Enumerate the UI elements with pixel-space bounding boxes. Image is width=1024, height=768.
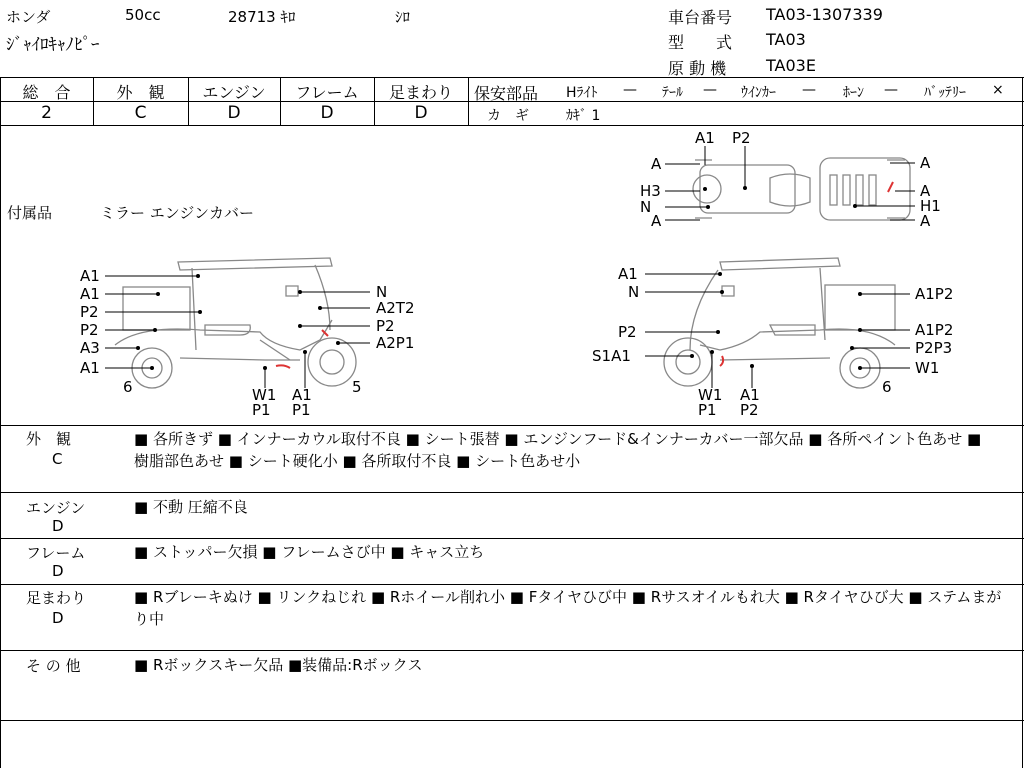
key-value: ｶｷﾞ 1 bbox=[566, 108, 601, 124]
diag-right-label: A1 bbox=[740, 386, 760, 404]
displacement: 50cc bbox=[125, 6, 161, 24]
diag-right-label: A1 bbox=[618, 265, 638, 283]
accessories-label: 付属品 bbox=[7, 204, 53, 222]
safety-item-tail: ﾃｰﾙ bbox=[662, 85, 683, 101]
diag-left-label: A1 bbox=[80, 285, 100, 303]
grade-overall-value: 2 bbox=[41, 103, 52, 123]
diag-top-label: A bbox=[651, 155, 662, 173]
diag-left-label: P2 bbox=[80, 321, 99, 339]
diag-top-label: A bbox=[920, 182, 931, 200]
diag-left-label: A1 bbox=[80, 267, 100, 285]
grade-engine-label: エンジン bbox=[202, 83, 266, 102]
defect-text: ■ Rボックスキー欠品 ■装備品:Rボックス bbox=[134, 656, 423, 674]
type-label: 型 式 bbox=[668, 33, 733, 52]
diag-right-label: P2 bbox=[740, 401, 759, 419]
safety-mark-horn: — bbox=[884, 82, 898, 98]
diag-left-label: A1 bbox=[80, 359, 100, 377]
diag-right-label: P2 bbox=[618, 323, 637, 341]
mileage: 28713 ｷﾛ bbox=[228, 8, 296, 26]
safety-mark-battery: × bbox=[992, 82, 1004, 98]
diag-left-label: 6 bbox=[123, 378, 133, 396]
safety-item-battery: ﾊﾞｯﾃﾘｰ bbox=[924, 85, 966, 101]
defect-category: エンジン bbox=[26, 499, 86, 517]
defect-text: ■ Rブレーキぬけ ■ リンクねじれ ■ Rホイール削れ小 ■ Fタイヤひび中 ■ Rサスオイルもれ大 ■ Rタイヤひび大 ■ ステムまがり中 bbox=[134, 588, 1002, 628]
diag-top-label: H3 bbox=[640, 182, 661, 200]
diag-right-label: N bbox=[628, 283, 640, 301]
safety-item-headlight: Hﾗｲﾄ bbox=[566, 85, 598, 101]
grade-suspension-value: D bbox=[414, 103, 428, 123]
engine-label: 原 動 機 bbox=[668, 59, 727, 78]
grade-suspension-label: 足まわり bbox=[388, 83, 453, 102]
safety-item-horn: ﾎｰﾝ bbox=[843, 85, 864, 101]
diag-left-label: P2 bbox=[80, 303, 99, 321]
diag-right-label: S1A1 bbox=[592, 347, 631, 365]
defect-grade: D bbox=[52, 562, 64, 580]
diag-left-label: A2T2 bbox=[376, 299, 415, 317]
diag-left-label: A3 bbox=[80, 339, 100, 357]
safety-label: 保安部品 bbox=[474, 84, 539, 103]
defect-category: そ の 他 bbox=[26, 657, 81, 675]
diag-right-label: W1 bbox=[698, 386, 723, 404]
diag-left-label: P2 bbox=[376, 317, 395, 335]
grade-overall-label: 総 合 bbox=[22, 83, 71, 102]
safety-mark-winker: — bbox=[802, 82, 816, 98]
color: ｼﾛ bbox=[395, 8, 411, 26]
maker: ホンダ bbox=[6, 8, 51, 26]
defect-text: ■ ストッパー欠損 ■ フレームさび中 ■ キャス立ち bbox=[134, 543, 485, 561]
safety-item-winker: ｳｲﾝｶｰ bbox=[741, 85, 776, 101]
defect-grade: D bbox=[52, 517, 64, 535]
diag-top-label: A bbox=[651, 212, 662, 230]
diag-top-label: A1 bbox=[695, 129, 715, 147]
damage-diagram bbox=[0, 125, 1024, 425]
diag-left-label: P1 bbox=[252, 401, 271, 419]
diag-top-label: H1 bbox=[920, 197, 941, 215]
diag-right-label: 6 bbox=[882, 378, 892, 396]
grade-frame-label: フレーム bbox=[295, 83, 359, 102]
defect-category: 足まわり bbox=[26, 589, 87, 607]
grade-frame-value: D bbox=[320, 103, 334, 123]
diag-left-label: A2P1 bbox=[376, 334, 415, 352]
type-value: TA03 bbox=[766, 30, 806, 49]
diag-left-label: 5 bbox=[352, 378, 362, 396]
safety-mark-headlight: — bbox=[623, 82, 637, 98]
grade-exterior-value: C bbox=[134, 103, 147, 123]
diag-top-label: A bbox=[920, 212, 931, 230]
key-label: カ ギ bbox=[487, 108, 529, 124]
grade-engine-value: D bbox=[227, 103, 241, 123]
defect-grade: C bbox=[52, 450, 63, 468]
diag-top-label: P2 bbox=[732, 129, 751, 147]
chassis-value: TA03-1307339 bbox=[766, 5, 883, 24]
diag-left-label: W1 bbox=[252, 386, 277, 404]
defect-grade: D bbox=[52, 609, 64, 627]
diag-right-label: A1P2 bbox=[915, 285, 954, 303]
defect-category: フレーム bbox=[26, 544, 86, 562]
grade-exterior-label: 外 観 bbox=[116, 83, 165, 102]
defect-category: 外 観 bbox=[26, 430, 72, 448]
defect-text: ■ 各所きず ■ インナーカウル取付不良 ■ シート張替 ■ エンジンフード&インナーカバー一部欠品 ■ 各所ペイント色あせ ■ 樹脂部色あせ ■ シート硬化小 ■ 各所取付不良 ■ シート色あせ小 bbox=[134, 430, 982, 470]
diag-top-label: A bbox=[920, 154, 931, 172]
diag-left-label: A1 bbox=[292, 386, 312, 404]
accessories-value: ミラー エンジンカバー bbox=[100, 204, 255, 222]
diag-left-label: P1 bbox=[292, 401, 311, 419]
diag-right-label: P2P3 bbox=[915, 339, 953, 357]
chassis-label: 車台番号 bbox=[668, 8, 733, 27]
diag-right-label: P1 bbox=[698, 401, 717, 419]
safety-mark-tail: — bbox=[703, 82, 717, 98]
engine-value: TA03E bbox=[766, 56, 816, 75]
diag-top-label: N bbox=[640, 198, 652, 216]
model-name: ｼﾞｬｲﾛｷｬﾉﾋﾟｰ bbox=[6, 35, 100, 55]
diag-right-label: W1 bbox=[915, 359, 940, 377]
defect-text: ■ 不動 圧縮不良 bbox=[134, 498, 248, 516]
diag-right-label: A1P2 bbox=[915, 321, 954, 339]
diag-left-label: N bbox=[376, 283, 388, 301]
